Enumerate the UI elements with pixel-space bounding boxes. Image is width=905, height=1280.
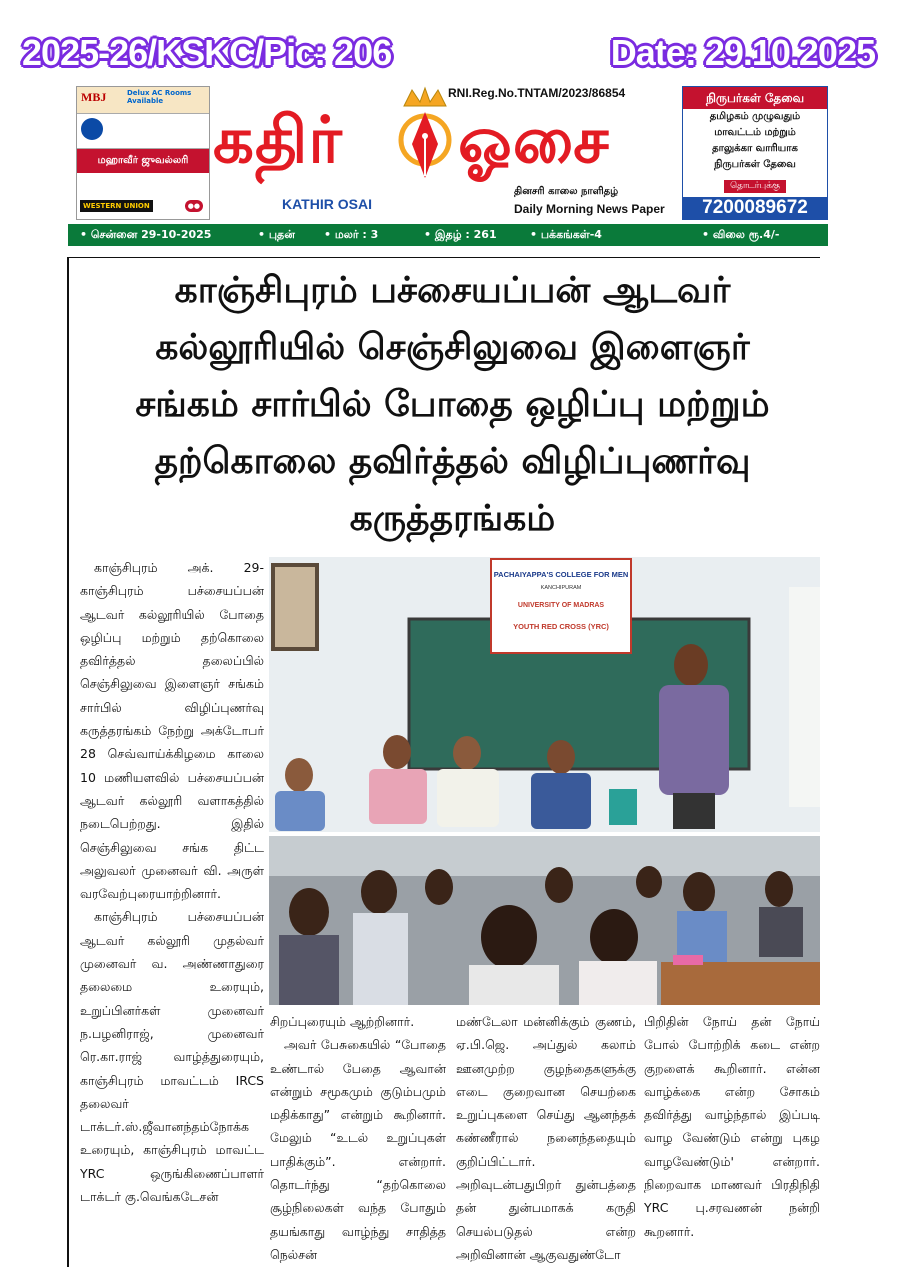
article-paragraph: பிறிதின் நோய் தன் நோய் போல் போற்றிக் கடை என்ற குறளைக் கூறினார். என்ன வாழ்க்கை என்ற சோகம் தவிர்த்து வாழ்ந்தால் இப்படி வாழ வேண்டும் என்று புகழ வாழவேண்டும்' என்றார். நிறைவாக மாணவர் பிரதிநிதி YRC பு.சரவணன் நன்றி கூறனார்.	[644, 1014, 820, 1239]
banner-line-2: KANCHIPURAM	[540, 585, 582, 591]
ad-reporters-line: தமிழகம் முழுவதும்	[709, 111, 801, 122]
article-paragraph: அவர் பேசுகையில் “போதை உண்டால் பேதை ஆவான் என்றும் சமூகமும் குடும்பமும் மதிக்காது” என்றும் கூறினார். மேலும் “உடல் உறுப்புகள் பாதிக்கும்”. என்றார். தொடர்ந்து “தற்கொலை சூழ்நிலைகள் வந்த போதும் தயங்காது வாழ்ந்து சாதித்த நெல்சன்	[270, 1037, 446, 1262]
edition-volume: • மலர் : 3	[324, 228, 379, 241]
article-headline	[85, 262, 820, 547]
edition-price: • விலை ரூ.4/-	[702, 228, 780, 241]
article-column-4	[644, 1010, 820, 1243]
ad-reporters-line: மாவட்டம் மற்றும்	[714, 127, 796, 138]
ad-contact-label: தொடர்புக்கு	[724, 180, 786, 193]
masthead	[68, 86, 828, 222]
western-union-logo: WESTERN UNION	[80, 200, 153, 212]
headline-line: கருத்தரங்கம்	[349, 498, 556, 539]
banner-line-1: PACHAIYAPPA'S COLLEGE FOR MEN	[493, 570, 629, 579]
reference-bar	[0, 28, 905, 84]
edition-day: • புதன்	[258, 228, 295, 241]
event-photo	[269, 557, 820, 1005]
reference-date: Date: 29.10.2025	[610, 32, 875, 73]
article-column-2	[270, 1010, 446, 1266]
banner-line-3: UNIVERSITY OF MADRAS	[517, 602, 605, 609]
edition-issue: • இதழ் : 261	[424, 228, 497, 241]
headline-line: தற்கொலை தவிர்த்தல் விழிப்புணர்வு	[154, 441, 751, 482]
article-paragraph: காஞ்சிபுரம் பச்சையப்பன் ஆடவர் கல்லூரி முதல்வர் முனைவர் வ. அண்ணாதுரை தலைமை உரையும், உறுப்பினர்கள் முனைவர் ந.பழனிராஜ், முனைவர் ரெ.கா.ராஜ் வாழ்த்துரையும், காஞ்சிபுரம் மாவட்டம் IRCS தலைவர் டாக்டர்.ஸ்.ஜீவானந்தம்நோக்க உரையும், காஞ்சிபுரம் மாவட்ட YRC ஒருங்கிணைப்பாளர் டாக்டர் கு.வெங்கடேசன்	[80, 909, 264, 1205]
article-border	[67, 257, 69, 1267]
ad-mbj-logo: MBJ	[81, 90, 107, 104]
edition-city-date: • சென்னை 29-10-2025	[80, 228, 212, 241]
ad-reporters-line: தாலுக்கா வாரியாக	[712, 143, 798, 154]
headline-line: காஞ்சிபுரம் பச்சையப்பன் ஆடவர்	[174, 270, 731, 311]
article-column-3	[456, 1010, 636, 1266]
edition-pages: • பக்கங்கள்-4	[530, 228, 602, 241]
daily-english-tagline: Daily Morning News Paper	[514, 202, 665, 216]
article-paragraph: சிறப்புரையும் ஆற்றினார்.	[270, 1014, 415, 1029]
logo-title-part1: கதிர்	[213, 104, 343, 178]
daily-tamil-tagline: தினசரி காலை நாளிதழ்	[514, 186, 619, 197]
reference-number: 2025-26/KSKC/Pic: 206	[22, 32, 392, 73]
article-border	[67, 257, 820, 258]
ad-rooms-text: Delux AC Rooms Available	[127, 89, 192, 105]
ad-badge-icon: ●●	[185, 200, 203, 212]
article-paragraph: காஞ்சிபுரம் அக். 29- காஞ்சிபுரம் பச்சையப்பன் ஆடவர் கல்லூரியில் போதை ஒழிப்பு மற்றும் தற்கொலை தவிர்த்தல் தலைப்பில் செஞ்சிலுவை இளைஞர் சங்கம் சார்பில் விழிப்புணர்வு கருத்தரங்கம் நேற்று அக்டோபர் 28 செவ்வாய்க்கிழமை காலை 10 மணியளவில் பச்சையப்பன் ஆடவர் கல்லூரி வளாகத்தில் நடைபெற்றது. இதில் செஞ்சிலுவை சங்க திட்ட அலுவலர் முனைவர் வி. அருள் வரவேற்புரையாற்றினார்.	[80, 560, 264, 902]
ad-phone-number: 7200089672	[683, 197, 827, 219]
headline-line: சங்கம் சார்பில் போதை ஒழிப்பு மற்றும்	[135, 384, 770, 425]
logo-title-part2: ஓசை	[458, 104, 610, 178]
ad-address	[77, 173, 209, 195]
pen-nib-crown-icon	[390, 86, 460, 182]
ad-reporters-heading: நிருபர்கள் தேவை	[683, 87, 827, 109]
edition-info-strip	[68, 224, 828, 246]
article-paragraph: மண்டேலா மன்னிக்கும் குணம், ஏ.பி.ஜெ. அப்துல் கலாம் ஊனமுற்ற குழந்தைகளுக்கு எடை குறைவான செயற்கை உறுப்புகளை செய்து ஆனந்தக் கண்ணீரால் நனைந்ததையும் குறிப்பிட்டார். அறிவுடன்பதுபிறர் துன்பத்தை தன் துன்பமாகக் கருதி செயல்படுதல் என்ற அறிவினான் ஆகுவதுண்டோ	[456, 1014, 636, 1262]
article-column-1	[80, 556, 264, 1208]
headline-line: கல்லூரியில் செஞ்சிலுவை இளைஞர்	[155, 327, 750, 368]
banner-line-4: YOUTH RED CROSS (YRC)	[513, 622, 609, 631]
advertisement-reporters	[682, 86, 828, 220]
ad-emblem-icon	[81, 118, 103, 140]
event-photo-illustration	[269, 557, 820, 1005]
ad-reporters-line: நிருபர்கள் தேவை	[714, 159, 796, 170]
ad-jewellery-name: மஹாவீர் ஜுவல்லரி	[77, 149, 209, 173]
logo-subtitle: KATHIR OSAI	[282, 196, 372, 212]
advertisement-left	[76, 86, 210, 220]
rni-number: RNI.Reg.No.TNTAM/2023/86854	[448, 86, 626, 100]
